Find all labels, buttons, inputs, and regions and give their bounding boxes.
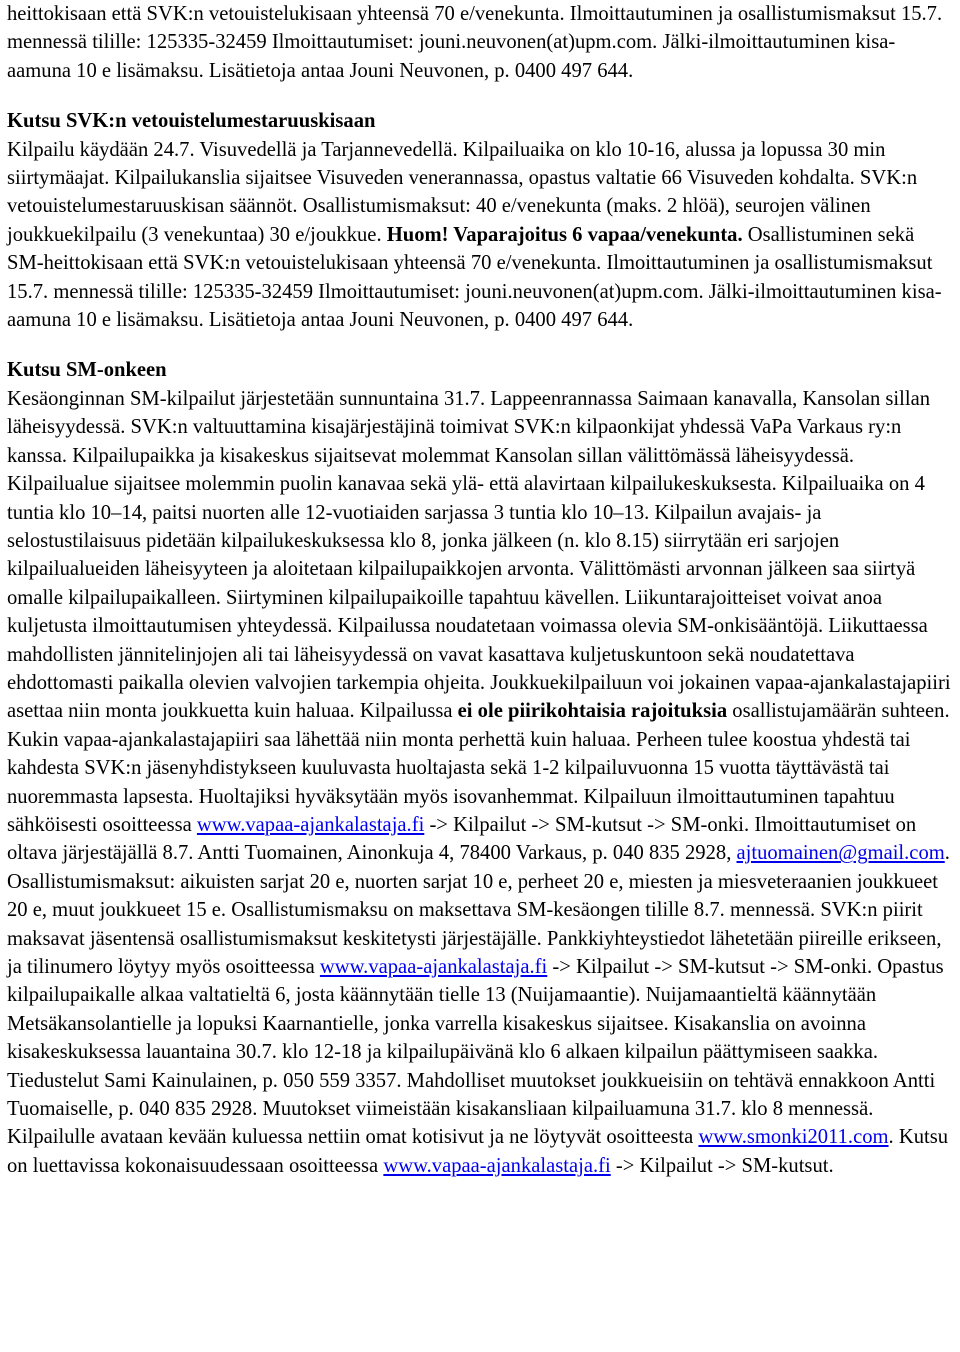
intro-paragraph [7,0,952,85]
svk-paragraph [7,136,952,335]
svk-text-after: Osallistuminen sekä SM-heittokisaan että SVK:n vetouistelukisaan yhteensä 70 e/venekunta. Ilmoittautuminen ja osallistumismaksut 15.7. mennessä tilille: 125335-32459 Ilmoittautumiset: jouni.neuvonen(at)upm.com. Jälki-ilmoittautuminen kisa-aamuna 10 e lisämaksu. Lisätietoja antaa Jouni Neuvonen, p. 0400 497 644. [7,223,942,332]
link-vapaa-ajankalastaja-3[interactable]: www.vapaa-ajankalastaja.fi [383,1154,611,1177]
sm-section-title: Kutsu SM-onkeen [7,359,167,382]
sm-paragraph [7,385,952,1180]
sm-text-1: Kesäonginnan SM-kilpailut järjestetään sunnuntaina 31.7. Lappeenrannassa Saimaan kanavalla, Kansolan sillan läheisyydessä. SVK:n valtuuttamina kisajärjestäjinä toimivat SVK:n kilpaonkijat yhdessä VaPa Varkaus ry:n kanssa. Kilpailupaikka ja kisakeskus sijaitsevat molemmat Kansolan sillan välittömässä läheisyydessä. Kilpailualue sijaitsee molemmin puolin kanavaa sekä ylä- että alavirtaan kilpailukeskuksesta. Kilpailuaika on 4 tuntia klo 10–14, paitsi nuorten alle 12-vuotiaiden sarjassa 3 tuntia klo 10–13. Kilpailun avajais- ja selostustilaisuus pidetään kilpailukeskuksessa klo 8, jonka jälkeen (n. klo 8.15) siirrytään eri sarjojen kilpailualueiden läheisyyteen ja aloitetaan kilpailupaikkojen arvonta. Välittömästi arvonnan jälkeen saa siirtyä omalle kilpailupaikalleen. Siirtyminen kilpailupaikoille tapahtuu kävellen. Liikuntarajoitteiset voivat anoa kuljetusta ilmoittautumisen yhteydessä. Kilpailussa noudatetaan voimassa olevia SM-onkisääntöjä. Liikuttaessa mahdollisten jännitelinjojen ali tai läheisyydessä on vavat kasattava kuljetuskuntoon sekä noudatettava ehdottomasti paikalla olevien valvojien tarkempia ohjeita. Joukkuekilpailuun voi jokainen vapaa-ajankalastajapiiri asettaa niin monta joukkuetta kuin haluaa. Kilpailussa [7,387,951,723]
sm-text-3: -> Kilpailut -> SM-kutsut -> SM-onki. Ilmoittautumiset on oltava järjestäjällä 8.7. Antti Tuomainen, Ainonkuja 4, 78400 Varkaus, p. 040 835 2928, [7,813,917,865]
sm-text-2: osallistujamäärän suhteen. Kukin vapaa-ajankalastajapiiri saa lähettää niin monta perhettä kuin haluaa. Perheen tulee koostua yhdestä tai kahdesta SVK:n jäsenyhdistykseen kuuluvasta huoltajasta sekä 1-2 kilpailuvuonna 15 vuotta täyttävästä tai nuoremmasta lapsesta. Huoltajiksi hyväksytään myös isovanhemmat. Kilpailuun ilmoittautuminen tapahtuu sähköisesti osoitteessa [7,700,950,836]
sm-text-6: . Kutsu on luettavissa kokonaisuudessaan osoitteessa [7,1126,949,1177]
link-email-ajtuomainen[interactable]: ajtuomainen@gmail.com [736,842,945,865]
intro-text: heittokisaan että SVK:n vetouistelukisaan yhteensä 70 e/venekunta. Ilmoittautuminen ja osallistumismaksut 15.7. mennessä tilille: 125335-32459 Ilmoittautumiset: jouni.neuvonen(at)upm.com. Jälki-ilmoittautuminen kisa-aamuna 10 e lisämaksu. Lisätietoja antaa Jouni Neuvonen, p. 0400 497 644. [7,3,943,82]
spacer [7,334,952,356]
link-vapaa-ajankalastaja-2[interactable]: www.vapaa-ajankalastaja.fi [319,956,548,978]
link-smonki2011[interactable]: www.smonki2011.com [698,1126,889,1149]
sm-text-5: -> Kilpailut -> SM-kutsut -> SM-onki. Opastus kilpailupaikalle alkaa valtatieltä 6, josta käännytään tielle 13 (Nuijamaantie). Nuijamaantieltä käännytään Metsäkansolantielle ja lopuksi Kaarnantielle, jonka varrella kisakeskus sijaitsee. Kisakanslia on avoinna kisakeskuksessa lauantaina 30.7. klo 12-18 ja kilpailupäivänä klo 6 alkaen kilpailun päättymiseen saakka. Tiedustelut Sami Kainulainen, p. 050 559 3357. Mahdolliset muutokset joukkueisiin on tehtävä ennakkoon Antti Tuomaiselle, p. 040 835 2928. Muutokset viimeistään kisakansliaan kilpailuamuna 31.7. klo 8 mennessä. Kilpailulle avataan kevään kuluessa nettiin omat kotisivut ja ne löytyvät osoitteesta [7,956,944,1149]
link-vapaa-ajankalastaja-1[interactable]: www.vapaa-ajankalastaja.fi [196,813,425,836]
sm-text-7: -> Kilpailut -> SM-kutsut. [615,1154,834,1177]
svk-text-before: Kilpailu käydään 24.7. Visuvedellä ja Tarjannevedellä. Kilpailuaika on klo 10-16, alussa ja lopussa 30 min siirtymäajat. Kilpailukanslia sijaitsee Visuveden venerannassa, opastus valtatie 66 Visuveden kohdalta. SVK:n vetouistelumestaruuskisan säännöt. Osallistumismaksut: 40 e/venekunta (maks. 2 hlöä), seurojen välinen joukkuekilpailu (3 venekuntaa) 30 e/joukkue. [7,138,918,246]
svk-bold-note: Huom! Vaparajoitus 6 vapaa/venekunta. [386,223,743,246]
svk-section-title: Kutsu SVK:n vetouistelumestaruuskisaan [7,110,376,133]
spacer [7,85,952,107]
sm-bold-note: ei ole piirikohtaisia rajoituksia [457,700,728,723]
sm-text-4: . Osallistumismaksut: aikuisten sarjat 20 e, nuorten sarjat 10 e, perheet 20 e, miesten ja miesveteraanien joukkueet 20 e, muut joukkueet 15 e. Osallistumismaksu on maksettava SM-kesäongen tilille 8.7. mennessä. SVK:n piirit maksavat jäsentensä osallistumismaksut keskitetysti järjestäjälle. Pankkiyhteystiedot lähetetään piireille erikseen, ja tilinumero löytyy myös osoitteessa [7,842,950,978]
